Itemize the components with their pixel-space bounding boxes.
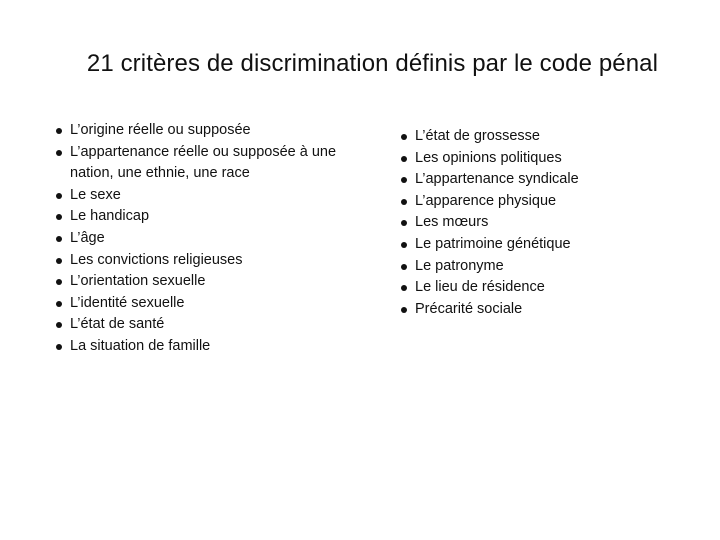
slide-title: 21 critères de discrimination définis par le code pénal [86,50,659,77]
list-item: Le patrimoine génétique [399,234,699,256]
list-item: L’appartenance réelle ou supposée à une nation, une ethnie, une race [54,142,344,185]
list-item: Le lieu de résidence [399,277,699,299]
list-item: L’âge [54,228,344,250]
list-item: Les convictions religieuses [54,250,344,272]
list-item: Les opinions politiques [399,148,699,170]
list-item: La situation de famille [54,336,344,358]
list-item: Précarité sociale [399,299,699,321]
criteria-list-right [399,126,699,320]
list-item: L’état de grossesse [399,126,699,148]
list-item: Le sexe [54,185,344,207]
list-item: L’origine réelle ou supposée [54,120,344,142]
list-item: Les mœurs [399,212,699,234]
list-item: L’appartenance syndicale [399,169,699,191]
criteria-list-left [54,120,344,358]
list-item: L’orientation sexuelle [54,271,344,293]
list-item: L’identité sexuelle [54,293,344,315]
list-item: Le patronyme [399,256,699,278]
list-item: L’apparence physique [399,191,699,213]
list-item: Le handicap [54,206,344,228]
list-item: L’état de santé [54,314,344,336]
